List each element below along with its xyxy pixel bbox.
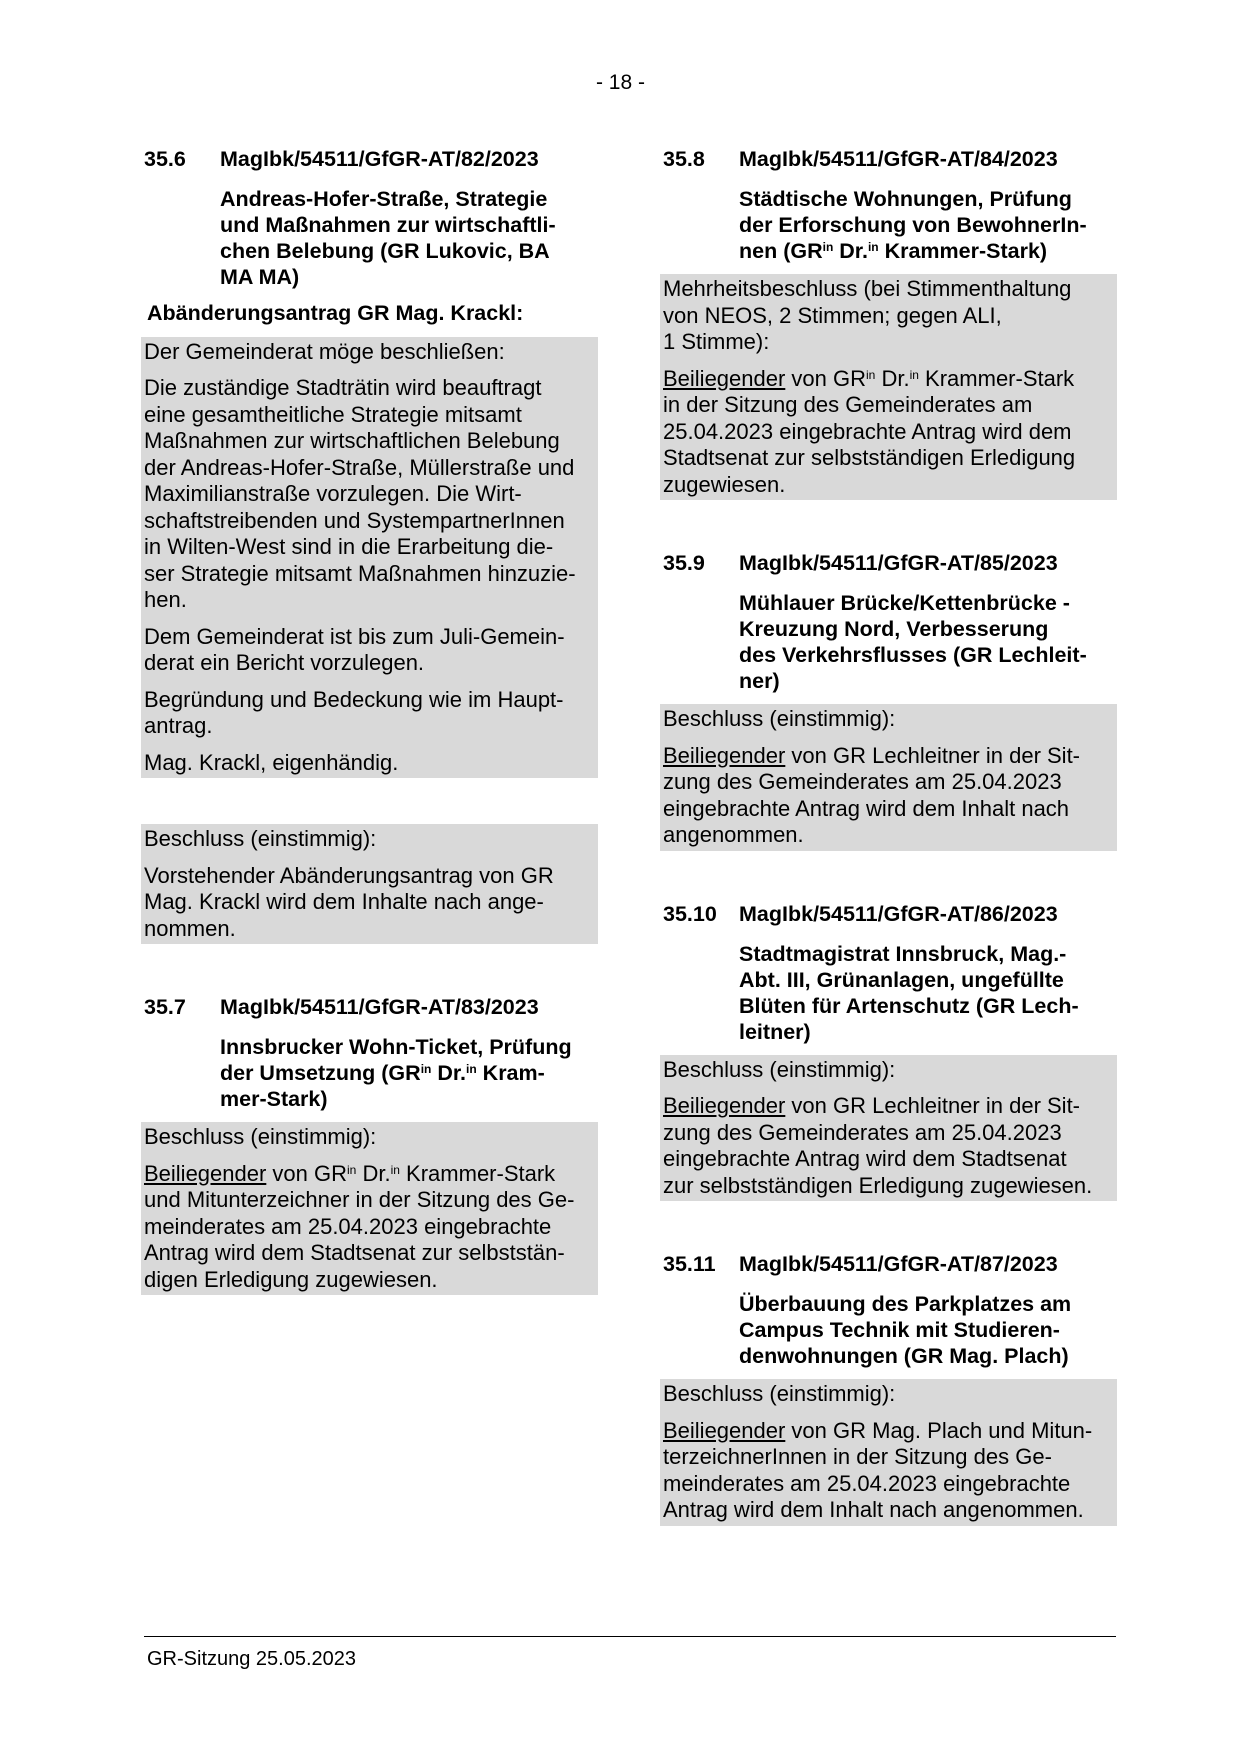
item-number: 35.9 — [663, 551, 705, 575]
title-line: und Maßnahmen zur wirtschaftli- — [220, 213, 556, 237]
resolution-label: Beschluss (einstimmig): — [144, 826, 377, 851]
paragraph: Der Gemeinderat möge beschließen: — [144, 338, 505, 364]
item-35-7 — [144, 994, 598, 1295]
paragraph: Die zuständige Stadträtin wird beauftragt eine gesamtheitliche Strategie mitsamt Maßnahmen zur wirtschaftlichen Belebung der Andreas-Hofer-Straße, Müllerstraße und Maximilianstraße vorzulegen. Die Wirt- schaftstreibenden und SystempartnerInnen in Wilten-West sind in die Erarbeitung die- ser Strategie mitsamt Maßnahmen hinzuzie- hen. — [144, 375, 576, 612]
item-number: 35.6 — [144, 147, 186, 171]
item-header — [663, 901, 1117, 927]
item-reference: MagIbk/54511/GfGR-AT/86/2023 — [739, 901, 1058, 926]
item-number: 35.8 — [663, 147, 705, 171]
resolution-label: Mehrheitsbeschluss (bei Stimmenthaltung von NEOS, 2 Stimmen; gegen ALI, 1 Stimme): — [663, 276, 1072, 354]
item-reference: MagIbk/54511/GfGR-AT/84/2023 — [739, 147, 1058, 171]
resolution-box — [660, 274, 1117, 500]
resolution-text: Beiliegender von GR Lechleitner in der Sit- zung des Gemeinderates am 25.04.2023 eingebrachte Antrag wird dem Stadtsenat zur selbstständigen Erledigung zugewiesen. — [663, 1093, 1093, 1198]
item-35-11 — [663, 1251, 1117, 1526]
resolution-label: Beschluss (einstimmig): — [663, 706, 896, 731]
item-header — [144, 994, 598, 1020]
item-title: Städtische Wohnungen, Prüfung der Erforschung von BewohnerIn- nen ($GR^{in}$ Dr.$^{in}$ Krammer-Stark) — [739, 187, 1087, 263]
title-line: chen Belebung (GR Lukovic, BA — [220, 239, 550, 263]
item-title: Überbauung des Parkplatzes am Campus Technik mit Studieren- denwohnungen (GR Mag. Plach) — [739, 1292, 1072, 1368]
left-column — [144, 146, 598, 1295]
resolution-text: Vorstehender Abänderungsantrag von GR Mag. Krackl wird dem Inhalte nach ange- nommen. — [144, 862, 554, 941]
item-header — [663, 1251, 1117, 1277]
item-header — [663, 550, 1117, 576]
resolution-box — [141, 824, 598, 944]
item-title: Stadtmagistrat Innsbruck, Mag.- Abt. III, Grünanlagen, ungefüllte Blüten für Artenschutz (GR Lech- leitner) — [739, 941, 1079, 1044]
footer-divider — [144, 1636, 1116, 1637]
item-number: 35.11 — [663, 1252, 716, 1276]
resolution-label: Beschluss (einstimmig): — [663, 1381, 896, 1406]
paragraph: Begründung und Bedeckung wie im Haupt- antrag. — [144, 686, 564, 738]
resolution-label: Beschluss (einstimmig): — [663, 1056, 896, 1082]
item-title — [220, 186, 598, 290]
signature-line: Mag. Krackl, eigenhändig. — [144, 749, 399, 775]
item-35-6 — [144, 146, 598, 944]
item-header — [663, 146, 1117, 172]
item-35-8 — [663, 146, 1117, 500]
amendment-heading: Abänderungsantrag GR Mag. Krackl: — [147, 301, 524, 325]
item-35-9 — [663, 550, 1117, 851]
amendment-box — [141, 337, 598, 779]
item-title: Mühlauer Brücke/Kettenbrücke - Kreuzung Nord, Verbesserung des Verkehrsflusses (GR Lechleit- ner) — [739, 591, 1087, 693]
resolution-box — [660, 704, 1117, 851]
footer-text: GR-Sitzung 25.05.2023 — [147, 1648, 357, 1670]
item-reference: MagIbk/54511/GfGR-AT/83/2023 — [220, 995, 539, 1019]
title-line: MA MA) — [220, 265, 300, 289]
resolution-box — [660, 1379, 1117, 1526]
page-number: - 18 - — [595, 71, 645, 94]
item-number: 35.7 — [144, 995, 186, 1019]
resolution-text: Beiliegender von $GR^{in}$ Dr.$^{in}$ Krammer-Stark und Mitunterzeichner in der Sitzung des Ge- meinderates am 25.04.2023 eingebrachte Antrag wird dem Stadtsenat zur selbststän- digen Erledigung zugewiesen. — [144, 1160, 575, 1292]
item-title: Innsbrucker Wohn-Ticket, Prüfung der Umsetzung ($GR^{in}$ Dr.$^{in}$ Kram- mer-Stark) — [220, 1035, 572, 1111]
item-reference: MagIbk/54511/GfGR-AT/82/2023 — [220, 147, 539, 171]
item-header — [144, 146, 598, 172]
title-line: Andreas-Hofer-Straße, Strategie — [220, 187, 548, 211]
item-35-10 — [663, 901, 1117, 1202]
resolution-text: Beiliegender von GR Lechleitner in der Sit- zung des Gemeinderates am 25.04.2023 eingebrachte Antrag wird dem Inhalt nach angenommen. — [663, 742, 1081, 847]
item-reference: MagIbk/54511/GfGR-AT/87/2023 — [739, 1252, 1058, 1276]
resolution-text: Beiliegender von $GR^{in}$ Dr.$^{in}$ Krammer-Stark in der Sitzung des Gemeinderates am 25.04.2023 eingebrachte Antrag wird dem Stadtsenat zur selbstständigen Erledigung zugewiesen. — [663, 365, 1076, 497]
item-number: 35.10 — [663, 901, 717, 926]
resolution-label: Beschluss (einstimmig): — [144, 1124, 377, 1149]
resolution-box — [660, 1055, 1117, 1202]
paragraph: Dem Gemeinderat ist bis zum Juli-Gemein- derat ein Bericht vorzulegen. — [144, 623, 565, 675]
right-column — [663, 146, 1117, 1526]
resolution-box — [141, 1122, 598, 1295]
item-reference: MagIbk/54511/GfGR-AT/85/2023 — [739, 551, 1058, 575]
resolution-text: Beiliegender von GR Mag. Plach und Mitun- terzeichnerInnen in der Sitzung des Ge- meinderates am 25.04.2023 eingebrachte Antrag wird dem Inhalt nach angenommen. — [663, 1417, 1093, 1522]
